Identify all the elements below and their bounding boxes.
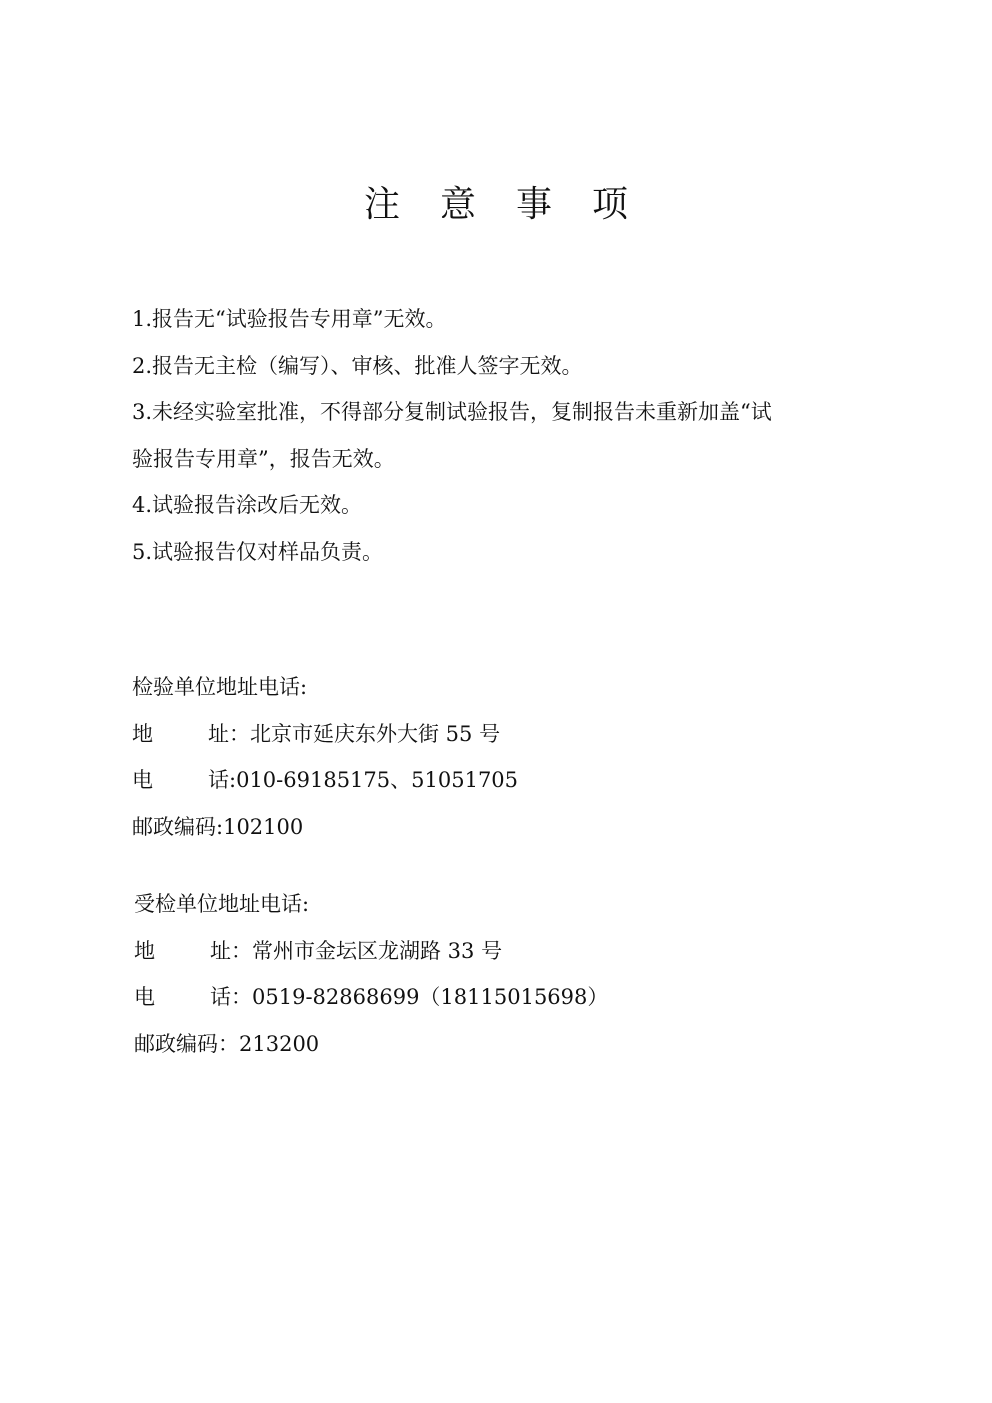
client-address: 常州市金坛区龙湖路 33 号 xyxy=(252,938,503,963)
client-address-row xyxy=(134,928,894,975)
notice-item: 5.试验报告仅对样品负责。 xyxy=(132,539,384,564)
inspection-postcode: 102100 xyxy=(223,814,304,839)
inspection-unit-heading: 检验单位地址电话: xyxy=(132,675,308,699)
page-title xyxy=(0,176,992,227)
title-char: 意 xyxy=(439,184,476,225)
notice-list xyxy=(132,296,892,575)
client-postcode-row xyxy=(134,1021,894,1068)
address-label: 地 xyxy=(132,721,153,746)
client-unit-heading: 受检单位地址电话: xyxy=(134,892,310,916)
client-postcode: 213200 xyxy=(239,1031,320,1056)
notice-item: 4.试验报告涂改后无效。 xyxy=(132,493,363,517)
postcode-label: 邮政编码: xyxy=(132,814,224,839)
inspection-unit-info xyxy=(132,664,892,850)
phone-label: 电 xyxy=(132,768,153,792)
inspection-address-row xyxy=(132,711,892,758)
inspection-phone: 010-69185175、51051705 xyxy=(236,768,519,792)
phone-label-suffix: 话： xyxy=(210,985,252,1009)
phone-label-suffix: 话: xyxy=(208,768,237,792)
address-label: 地 xyxy=(134,938,155,963)
phone-label: 电 xyxy=(134,985,155,1009)
address-label-suffix: 址： xyxy=(210,938,252,963)
inspection-phone-row xyxy=(132,757,892,804)
title-char: 事 xyxy=(516,184,553,225)
title-char: 注 xyxy=(363,184,400,225)
title-char: 项 xyxy=(592,184,629,225)
notice-item: 3.未经实验室批准，不得部分复制试验报告，复制报告未重新加盖“试 xyxy=(132,400,772,424)
notice-item: 2.报告无主检（编写）、审核、批准人签字无效。 xyxy=(132,353,583,378)
postcode-label: 邮政编码： xyxy=(134,1031,239,1056)
inspection-address: 北京市延庆东外大街 55 号 xyxy=(250,721,501,746)
address-label-suffix: 址： xyxy=(208,721,250,746)
client-phone: 0519-82868699（18115015698） xyxy=(252,985,609,1009)
client-unit-info xyxy=(134,881,894,1067)
client-phone-row xyxy=(134,974,894,1021)
notice-item: 1.报告无“试验报告专用章”无效。 xyxy=(132,307,447,331)
notice-item-continuation: 验报告专用章”，报告无效。 xyxy=(132,446,395,471)
inspection-postcode-row xyxy=(132,804,892,851)
